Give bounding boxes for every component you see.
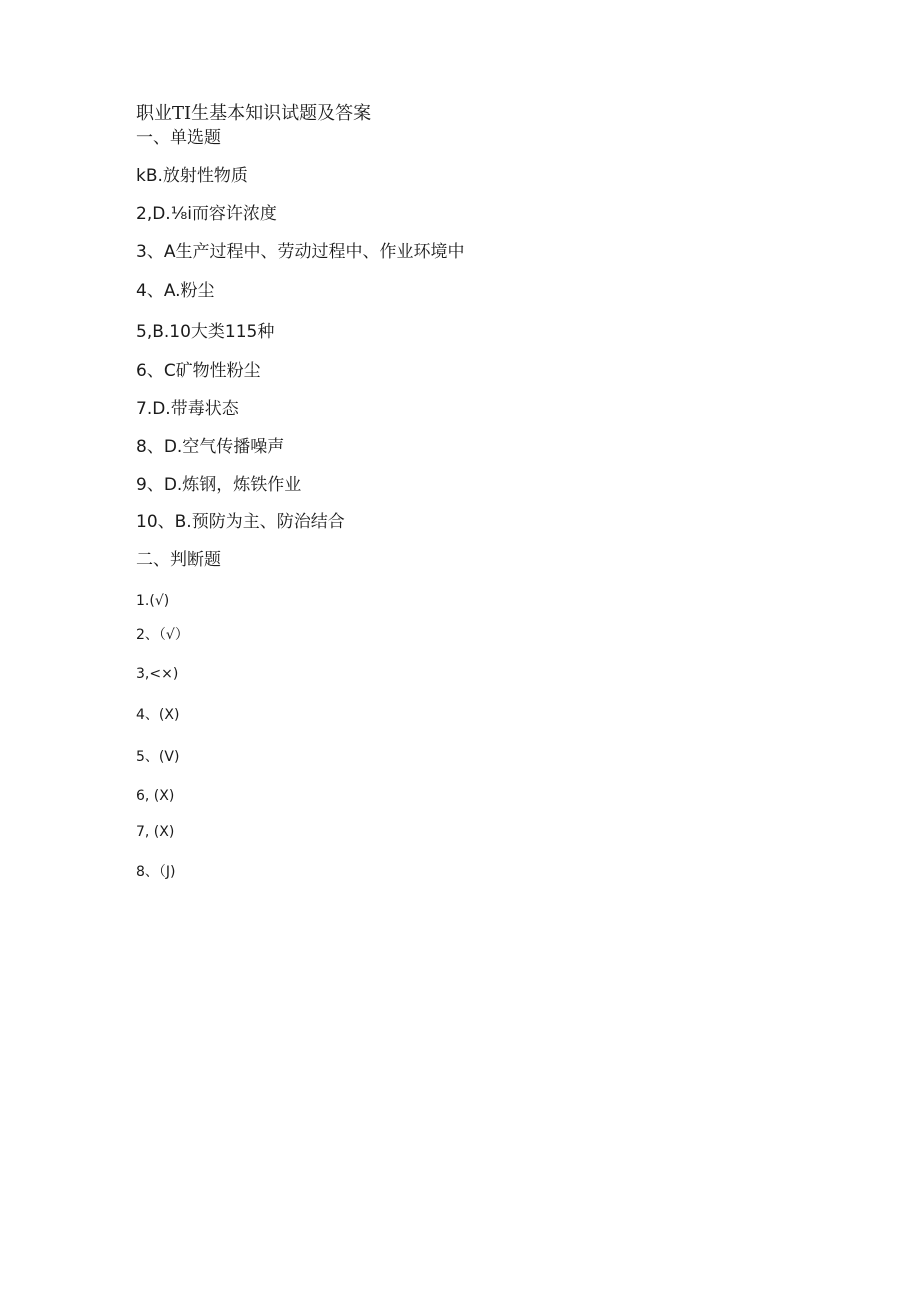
answer-item: 9、D.炼钢，炼铁作业 bbox=[136, 475, 302, 495]
answer-item: 3、A生产过程中、劳动过程中、作业环境中 bbox=[136, 242, 465, 262]
answer-item: 8、D.空气传播噪声 bbox=[136, 437, 285, 457]
answer-item: 5,B.10大类115种 bbox=[136, 322, 275, 342]
answer-item: 4、(X) bbox=[136, 707, 180, 723]
section-heading-single-choice: 一、单选题 bbox=[136, 128, 221, 148]
answer-item: 8、（J) bbox=[136, 864, 176, 880]
answer-item: kB.放射性物质 bbox=[136, 166, 248, 186]
answer-item: 4、A.粉尘 bbox=[136, 281, 215, 301]
answer-item: 2,D.⅛i而容许浓度 bbox=[136, 204, 277, 224]
answer-item: 3,<×) bbox=[136, 666, 179, 682]
answer-item: 10、B.预防为主、防治结合 bbox=[136, 512, 345, 532]
answer-item: 2、（√） bbox=[136, 627, 189, 643]
answer-item: 7.D.带毒状态 bbox=[136, 399, 239, 419]
document-title: 职业TI生基本知识试题及答案 bbox=[136, 103, 372, 124]
section-heading-true-false: 二、判断题 bbox=[136, 550, 221, 570]
answer-item: 6, (X) bbox=[136, 788, 175, 804]
answer-item: 1.(√) bbox=[136, 593, 170, 609]
answer-item: 5、(V) bbox=[136, 749, 180, 765]
answer-item: 7, (X) bbox=[136, 824, 175, 840]
answer-item: 6、C矿物性粉尘 bbox=[136, 361, 261, 381]
